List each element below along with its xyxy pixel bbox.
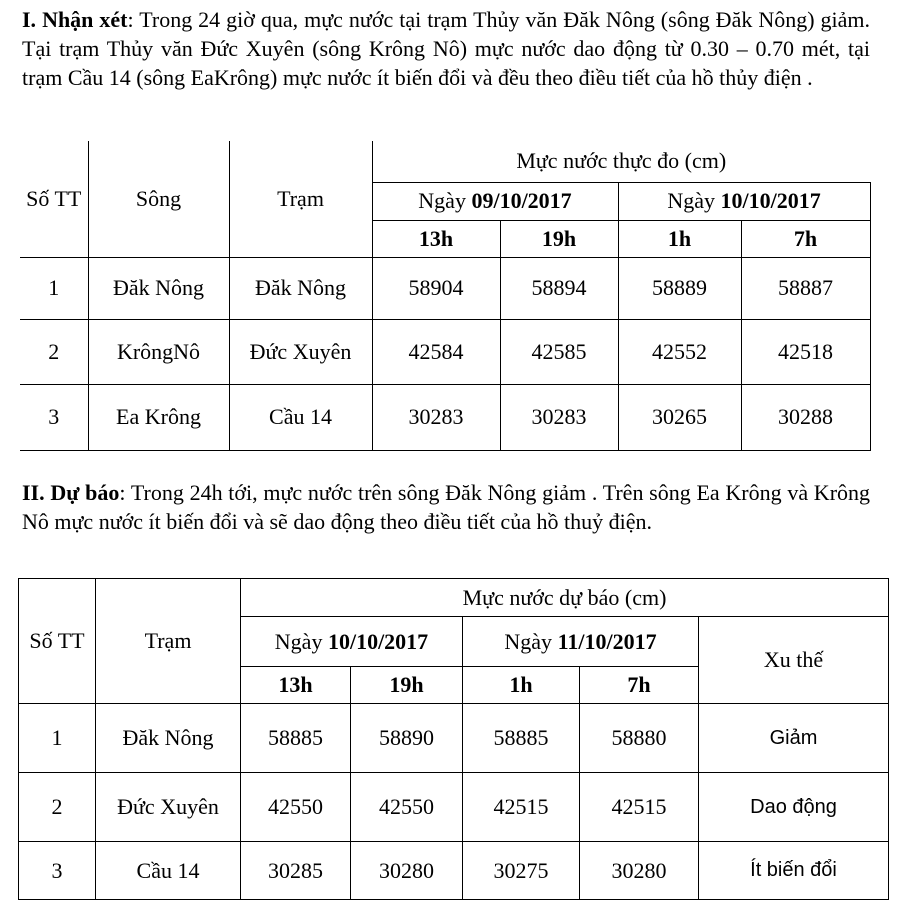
stt-cell: 2 bbox=[20, 319, 88, 384]
forecast-text: : Trong 24h tới, mực nước trên sông Đăk Nông giảm . Trên sông Ea Krông và Krông Nô mực nước ít biến đổi và sẽ dao động theo điều tiết của hồ thuỷ điện. bbox=[22, 480, 871, 534]
stt-cell: 1 bbox=[20, 257, 88, 319]
stt-header: Số TT bbox=[19, 579, 96, 704]
table-row bbox=[19, 842, 889, 900]
measured-water-level-table bbox=[20, 141, 871, 451]
station-header: Trạm bbox=[229, 141, 372, 257]
time-header: 7h bbox=[741, 220, 870, 257]
value-cell: 58880 bbox=[580, 704, 699, 773]
value-cell: 30285 bbox=[241, 842, 351, 900]
value-cell: 58885 bbox=[241, 704, 351, 773]
stt-header: Số TT bbox=[20, 141, 88, 257]
station-cell: Đức Xuyên bbox=[96, 773, 241, 842]
trend-cell: Dao động bbox=[699, 773, 889, 842]
value-cell: 30275 bbox=[463, 842, 580, 900]
value-cell: 42585 bbox=[500, 319, 618, 384]
trend-header: Xu thế bbox=[699, 617, 889, 704]
value-cell: 30280 bbox=[351, 842, 463, 900]
value-cell: 30283 bbox=[372, 384, 500, 450]
date2-header: Ngày 10/10/2017 bbox=[618, 182, 870, 220]
value-cell: 58889 bbox=[618, 257, 741, 319]
river-cell: KrôngNô bbox=[88, 319, 229, 384]
forecast-paragraph bbox=[22, 478, 870, 536]
time-header: 19h bbox=[500, 220, 618, 257]
value-cell: 58894 bbox=[500, 257, 618, 319]
value-cell: 30280 bbox=[580, 842, 699, 900]
station-header: Trạm bbox=[96, 579, 241, 704]
value-cell: 42515 bbox=[580, 773, 699, 842]
stt-cell: 3 bbox=[19, 842, 96, 900]
trend-cell: Ít biến đổi bbox=[699, 842, 889, 900]
forecast-heading: Dự báo bbox=[50, 480, 120, 505]
value-cell: 58890 bbox=[351, 704, 463, 773]
observation-heading: Nhận xét bbox=[42, 7, 128, 32]
river-cell: Đăk Nông bbox=[88, 257, 229, 319]
time-header: 1h bbox=[463, 667, 580, 704]
river-cell: Ea Krông bbox=[88, 384, 229, 450]
station-cell: Cầu 14 bbox=[96, 842, 241, 900]
value-cell: 58887 bbox=[741, 257, 870, 319]
value-cell: 58885 bbox=[463, 704, 580, 773]
value-cell: 42550 bbox=[351, 773, 463, 842]
time-header: 19h bbox=[351, 667, 463, 704]
value-cell: 58904 bbox=[372, 257, 500, 319]
time-header: 13h bbox=[241, 667, 351, 704]
value-cell: 42550 bbox=[241, 773, 351, 842]
stt-cell: 2 bbox=[19, 773, 96, 842]
value-cell: 30283 bbox=[500, 384, 618, 450]
station-cell: Đăk Nông bbox=[96, 704, 241, 773]
station-cell: Đăk Nông bbox=[229, 257, 372, 319]
forecast-group-header: Mực nước dự báo (cm) bbox=[241, 579, 889, 617]
time-header: 7h bbox=[580, 667, 699, 704]
trend-cell: Giảm bbox=[699, 704, 889, 773]
table-row bbox=[20, 257, 870, 319]
value-cell: 42552 bbox=[618, 319, 741, 384]
value-cell: 42584 bbox=[372, 319, 500, 384]
date1-header: Ngày 10/10/2017 bbox=[241, 617, 463, 667]
observation-paragraph bbox=[22, 5, 870, 92]
table-row bbox=[19, 704, 889, 773]
observation-text: : Trong 24 giờ qua, mực nước tại trạm Thủy văn Đăk Nông (sông Đăk Nông) giảm. Tại trạm Thủy văn Đức Xuyên (sông Krông Nô) mực nước dao động từ 0.30 – 0.70 mét, tại trạm Cầu 14 (sông EaKrông) mực nước ít biến đổi và đều theo điều tiết của hồ thủy điện . bbox=[22, 7, 871, 90]
station-cell: Đức Xuyên bbox=[229, 319, 372, 384]
value-cell: 42515 bbox=[463, 773, 580, 842]
forecast-water-level-table bbox=[18, 578, 889, 900]
value-cell: 42518 bbox=[741, 319, 870, 384]
table-row bbox=[19, 773, 889, 842]
time-header: 13h bbox=[372, 220, 500, 257]
station-cell: Cầu 14 bbox=[229, 384, 372, 450]
forecast-heading-number: II. bbox=[22, 480, 45, 505]
value-cell: 30288 bbox=[741, 384, 870, 450]
measured-group-header: Mực nước thực đo (cm) bbox=[372, 141, 870, 182]
date2-header: Ngày 11/10/2017 bbox=[463, 617, 699, 667]
table-row bbox=[20, 319, 870, 384]
time-header: 1h bbox=[618, 220, 741, 257]
value-cell: 30265 bbox=[618, 384, 741, 450]
stt-cell: 3 bbox=[20, 384, 88, 450]
river-header: Sông bbox=[88, 141, 229, 257]
table-row bbox=[20, 384, 870, 450]
observation-heading-number: I. bbox=[22, 7, 37, 32]
date1-header: Ngày 09/10/2017 bbox=[372, 182, 618, 220]
stt-cell: 1 bbox=[19, 704, 96, 773]
